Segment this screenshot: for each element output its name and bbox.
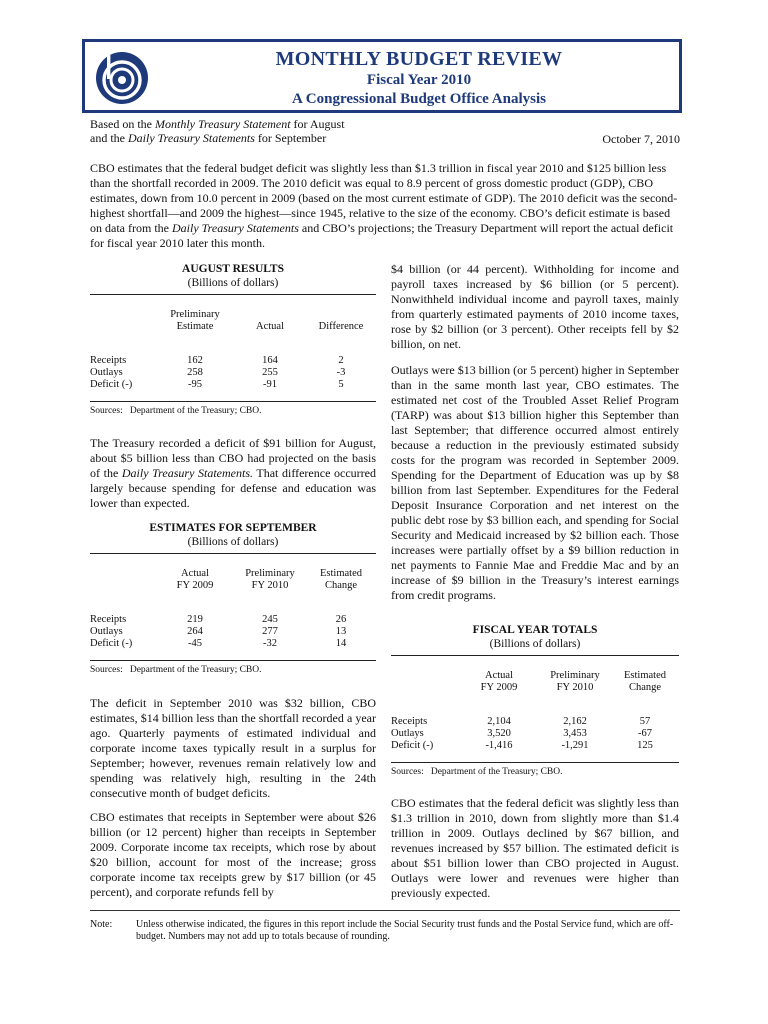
september-estimates-table: ESTIMATES FOR SEPTEMBER (Billions of dollars) Actual Preliminary Estimated FY 2009 FY 2010 Change Receipts 219 245 26 Outlays 264 277 13 Deficit (-) -45 -32 14 Sources: Department of the Treasury; CBO. [90,521,376,676]
page-title: MONTHLY BUDGET REVIEW [275,48,563,70]
fiscal-year-paragraph: CBO estimates that the federal deficit was slightly less than $1.3 trillion in 2010, down from slightly more than $1.4 trillion in 2009. Outlays declined by $67 billion, and revenues increased by $57 billion. The estimated deficit is about $51 billion lower than CBO projected in August. Outlays were lower and revenues were higher than previously expected. [391,796,679,900]
title-block [165,47,673,109]
outlays-paragraph: Outlays were $13 billion (or 5 percent) higher in September than in the same month last year, CBO estimates. The estimated net cost of the Troubled Asset Relief Program (TARP) was about $13 billion higher this September than last September; that difference occurred almost entirely because a reduction in the previously estimated subsidy costs for the program was recorded in September 2009. Spending for the Department of Education was up by $8 billion from last September. Expenditures for the Federal Deposit Insurance Corporation and net interest on the public debt rose by $3 billion each, and spending for Social Security and Medicaid increased by $2 billion each. Those increases were partially offset by a $9 billion reduction in net payments to Fannie Mae and Freddie Mac and by an increase of $9 billion in the Treasury’s interest earnings from credit programs. [391,363,679,602]
intro-paragraph: CBO estimates that the federal budget deficit was slightly less than $1.3 trillion in fiscal year 2010 and $125 billion less than the shortfall recorded in 2009. The 2010 deficit was equal to 8.9 percent of gross domestic product (GDP), CBO estimates, down from 10.0 percent in 2009 (based on the most current estimate of GDP). The 2010 deficit was the second-highest shortfall—and 2009 the highest—since 1945, relative to the size of the economy. CBO’s deficit estimate is based on data from the Daily Treasury Statements and CBO’s projections; the Treasury Department will report the actual deficit for fiscal year 2010 later this month. [90,161,678,250]
note-text: Unless otherwise indicated, the figures in this report include the Social Security trust funds and the Postal Service fund, which are off-budget. Numbers may not add up to totals because of rounding. [136,919,674,942]
table-row: Deficit (-) -45 -32 14 [90,638,347,649]
note-divider [90,910,680,911]
august-paragraph: The Treasury recorded a deficit of $91 billion for August, about $5 billion less than CBO had projected on the basis of the Daily Treasury Statements. That difference occurred largely because spending for defense and education was lower than expected. [90,436,376,510]
table-title: AUGUST RESULTS [182,263,284,275]
fiscal-year-totals-table: FISCAL YEAR TOTALS (Billions of dollars) Actual Preliminary Estimated FY 2009 FY 2010 Change Receipts 2,104 2,162 57 Outlays 3,520 3,453 -67 Deficit (-) -1,416 -1,291 125 Sources: Department of the Treasury; CBO. [391,623,679,778]
table-units: (Billions of dollars) [187,536,279,548]
table-sources: Sources: Department of the Treasury; CBO. [90,406,262,416]
report-basis: Based on the Monthly Treasury Statement for August and the Daily Treasury Statements for September [90,117,345,145]
september-deficit-paragraph: The deficit in September 2010 was $32 billion, CBO estimates, $14 billion less than the shortfall recorded a year ago. Quarterly payments of estimated individual and corporate income taxes typically result in a surplus for September; however, revenues remain relatively low and spending was relatively high, resulting in the 24th consecutive month of budget deficits. [90,696,376,800]
fiscal-year-subtitle: Fiscal Year 2010 [366,72,472,88]
table-units: (Billions of dollars) [187,277,279,289]
cbo-logo-icon [94,50,150,106]
table-row: Receipts 2,104 2,162 57 [391,716,651,727]
table-sources: Sources: Department of the Treasury; CBO. [391,767,563,777]
table-units: (Billions of dollars) [489,638,581,650]
august-results-table: AUGUST RESULTS (Billions of dollars) Preliminary Estimate Actual Difference Receipts 162 164 2 Outlays 258 255 -3 Deficit (-) -95 -91 5 Sources: Department of the Treasury; CBO. [90,262,376,417]
table-row: Outlays 3,520 3,453 -67 [391,728,652,739]
table-row: Deficit (-) -95 -91 5 [90,379,344,390]
table-row: Deficit (-) -1,416 -1,291 125 [391,740,653,751]
table-sources: Sources: Department of the Treasury; CBO. [90,665,262,675]
table-row: Receipts 219 245 26 [90,614,347,625]
report-header [82,39,682,113]
table-title: FISCAL YEAR TOTALS [472,624,598,636]
analysis-subtitle: A Congressional Budget Office Analysis [292,91,546,107]
table-row: Receipts 162 164 2 [90,355,344,366]
table-row: Outlays 264 277 13 [90,626,347,637]
table-title: ESTIMATES FOR SEPTEMBER [149,522,317,534]
receipts-continued-paragraph: $4 billion (or 44 percent). Withholding for income and payroll taxes increased by $6 billion (or 5 percent). Nonwithheld individual income and payroll taxes, mainly from quarterly estimated payments of 2010 income taxes, rose by $2 billion (or 3 percent). Other receipts fell by $2 billion, on net. [391,262,679,351]
note-label: Note: [90,919,113,930]
september-receipts-paragraph: CBO estimates that receipts in September were about $26 billion (or 12 percent) higher than receipts in September 2009. Corporate income tax receipts, which rose by about $20 billion, account for most of the increase; gross corporate income tax receipts grew by $17 billion (or 45 percent), and corporate refunds fell by [90,810,376,899]
table-row: Outlays 258 255 -3 [90,367,346,378]
report-date: October 7, 2010 [602,132,680,146]
